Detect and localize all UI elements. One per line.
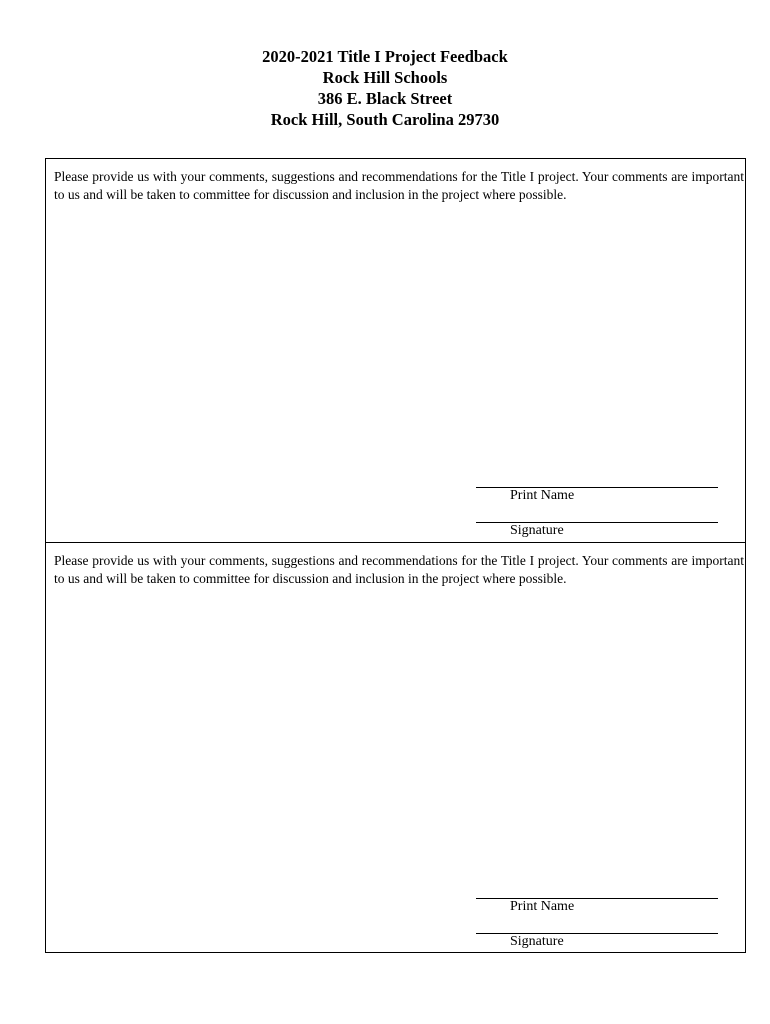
- signature-label: Signature: [510, 523, 564, 538]
- organization-name: Rock Hill Schools: [322, 68, 448, 87]
- print-name-label: Print Name: [510, 488, 575, 503]
- print-name-field[interactable]: [476, 898, 718, 915]
- signature-label: Signature: [510, 934, 564, 949]
- signature-field[interactable]: [476, 933, 718, 950]
- street-address: 386 E. Black Street: [317, 89, 453, 108]
- print-name-field[interactable]: [476, 487, 718, 504]
- feedback-section-1[interactable]: [45, 158, 746, 543]
- print-name-label: Print Name: [510, 899, 575, 914]
- signature-field[interactable]: [476, 522, 718, 539]
- instructions-text: Please provide us with your comments, suggestions and recommendations for the Title I project. Your comments are important to us and will be taken to committee for discussion and inclusion in the project where possible.: [54, 553, 744, 586]
- city-state-zip: Rock Hill, South Carolina 29730: [270, 110, 500, 129]
- document-header: [0, 46, 770, 130]
- instructions-text: Please provide us with your comments, suggestions and recommendations for the Title I project. Your comments are important to us and will be taken to committee for discussion and inclusion in the project where possible.: [54, 169, 744, 202]
- feedback-section-2[interactable]: [45, 542, 746, 953]
- document-title: 2020-2021 Title I Project Feedback: [262, 47, 508, 66]
